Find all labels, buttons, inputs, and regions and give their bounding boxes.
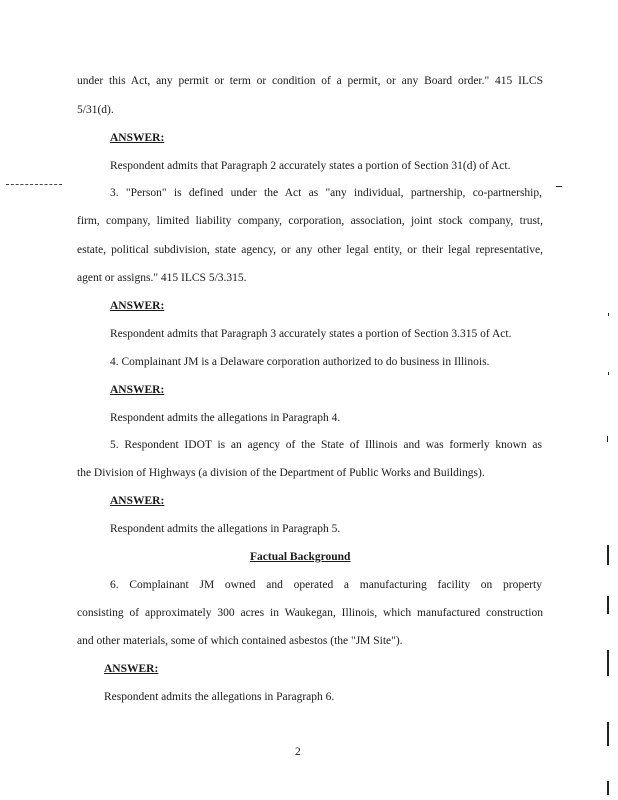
scan-artifact-mark [608,313,609,316]
response-paragraph-2: Respondent admits that Paragraph 2 accurately states a portion of Section 31(d) of Act. [110,160,511,172]
answer-heading-paragraph-2: ANSWER: [110,132,165,144]
paragraph-6-line-3: and other materials, some of which contained asbestos (the "JM Site"). [77,635,403,647]
paragraph-3-line-3: estate, political subdivision, state agency, or any other legal entity, or their legal representative, [77,244,543,256]
paragraph-4: 4. Complainant JM is a Delaware corporation authorized to do business in Illinois. [110,356,490,368]
response-paragraph-5: Respondent admits the allegations in Paragraph 5. [110,523,341,535]
paragraph-5-line-2: the Division of Highways (a division of the Department of Public Works and Buildings). [77,467,485,479]
section-heading-factual-background: Factual Background [250,551,351,563]
scan-artifact-mark [607,722,609,746]
scan-artifact-mark [607,436,608,442]
scan-artifact-mark [608,372,609,375]
answer-heading-paragraph-5: ANSWER: [110,495,165,507]
scan-artifact-mark [607,781,609,795]
scan-artifact-mark [556,186,562,187]
scan-artifact-mark [607,650,609,676]
paragraph-6-line-2: consisting of approximately 300 acres in Waukegan, Illinois, which manufactured construction [77,607,543,619]
scan-artifact-mark [607,545,609,565]
paragraph-3-line-1: 3. "Person" is defined under the Act as "any individual, partnership, co-partnership, [110,187,542,199]
paragraph-2-citation: 5/31(d). [77,104,114,116]
page-number: 2 [295,746,301,758]
paragraph-2-line-continued: under this Act, any permit or term or condition of a permit, or any Board order." 415 ILCS [77,75,543,87]
response-paragraph-4: Respondent admits the allegations in Paragraph 4. [110,412,341,424]
response-paragraph-3: Respondent admits that Paragraph 3 accurately states a portion of Section 3.315 of Act. [110,328,512,340]
response-paragraph-6: Respondent admits the allegations in Paragraph 6. [104,691,335,703]
answer-heading-paragraph-3: ANSWER: [110,300,165,312]
paragraph-5-line-1: 5. Respondent IDOT is an agency of the State of Illinois and was formerly known as [110,439,542,451]
answer-heading-paragraph-6: ANSWER: [104,663,159,675]
paragraph-6-line-1: 6. Complainant JM owned and operated a manufacturing facility on property [110,579,542,591]
answer-heading-paragraph-4: ANSWER: [110,384,165,396]
margin-dash-rule [6,184,62,185]
paragraph-3-line-2: firm, company, limited liability company, corporation, association, joint stock company, trust, [77,215,543,227]
scan-artifact-mark [607,596,609,614]
paragraph-3-line-4: agent or assigns." 415 ILCS 5/3.315. [77,272,247,284]
